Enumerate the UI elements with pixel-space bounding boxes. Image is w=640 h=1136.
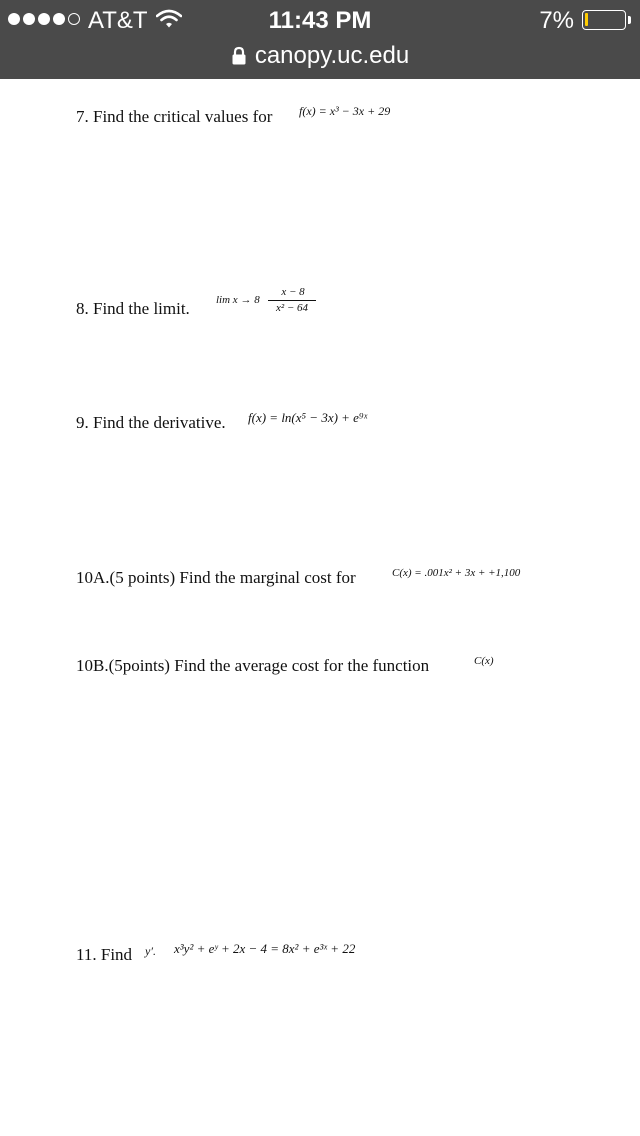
lock-icon <box>231 46 247 66</box>
question-9-text: 9. Find the derivative. <box>76 413 226 432</box>
question-8-text: 8. Find the limit. <box>76 299 190 318</box>
address-bar[interactable] <box>0 40 640 72</box>
question-10a-text: 10A.(5 points) Find the marginal cost for <box>76 568 356 587</box>
question-7-text: 7. Find the critical values for <box>76 107 273 126</box>
question-11-yprime: y′. <box>145 944 156 958</box>
browser-chrome <box>0 0 640 79</box>
url-text[interactable]: canopy.uc.edu <box>254 42 410 69</box>
fraction-bar <box>268 300 316 301</box>
status-bar <box>0 0 640 40</box>
question-9-equation: f(x) = ln(x⁵ − 3x) + e⁹ˣ <box>248 410 368 425</box>
question-10a-equation: C(x) = .001x² + 3x + +1,100 <box>392 567 521 579</box>
status-clock: 11:43 PM <box>268 7 372 34</box>
question-7-equation: f(x) = x³ − 3x + 29 <box>299 104 391 118</box>
question-10b-text: 10B.(5points) Find the average cost for the function <box>76 656 430 675</box>
battery-tip <box>628 16 631 24</box>
question-10b-equation: C(x) <box>474 655 494 667</box>
carrier-name: AT&T <box>88 7 148 34</box>
limit-operator: lim x → 8 <box>216 294 260 306</box>
question-8-limit-expression <box>216 286 316 320</box>
question-11-equation: x³y² + eʸ + 2x − 4 = 8x² + e³ˣ + 22 <box>174 941 356 956</box>
limit-numerator: x − 8 <box>281 286 305 298</box>
battery-icon <box>582 10 626 30</box>
limit-denominator: x² − 64 <box>275 302 309 314</box>
battery-fill <box>585 13 588 26</box>
question-11-text: 11. Find <box>76 945 133 964</box>
battery-percentage: 7% <box>539 7 574 34</box>
